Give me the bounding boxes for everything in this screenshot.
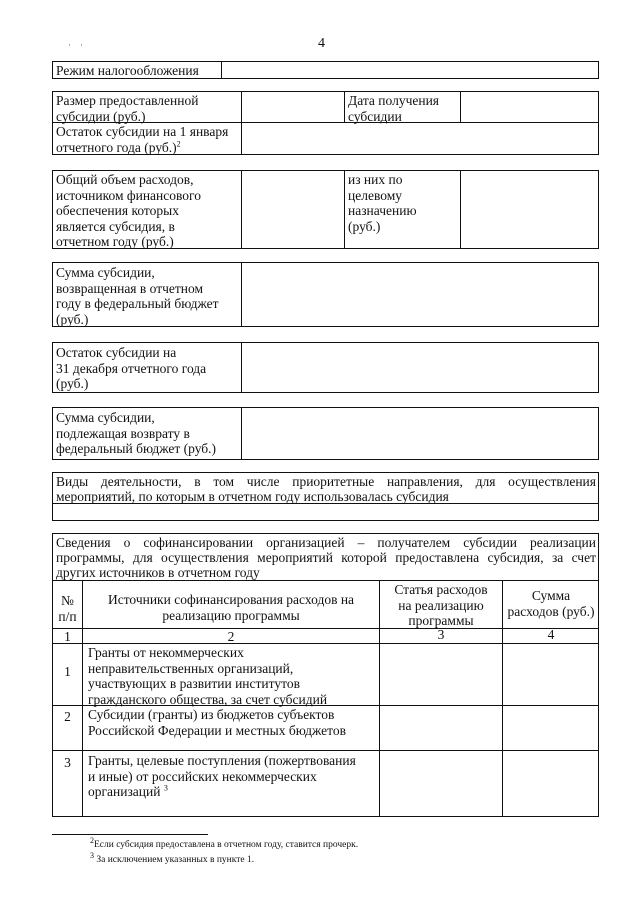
table-row-num: 2: [64, 709, 71, 724]
col-number-2: 2: [227, 629, 235, 644]
to-return-label: Сумма субсидии, подлежащая возврату в федеральный бюджет (руб.): [56, 410, 217, 456]
col-number-4: 4: [547, 627, 555, 642]
table-row-article-cell[interactable]: [380, 751, 501, 816]
targeted-expenses-value[interactable]: [461, 171, 598, 248]
total-expenses-value[interactable]: [242, 171, 343, 248]
subsidy-amount-label: Размер предоставленной субсидии (руб.): [56, 93, 199, 124]
end-balance-label: Остаток субсидии на 31 декабря отчетного года (руб.): [56, 345, 207, 391]
returned-value[interactable]: [242, 263, 598, 326]
table-row-num: 1: [64, 664, 71, 679]
header-sum: Сумма расходов (руб.): [507, 588, 595, 619]
cofinancing-intro-line-2: программы, для осуществления мероприятий которой предоставлена субсидия, за счет: [56, 550, 596, 565]
subsidy-date-value[interactable]: [461, 92, 598, 122]
footnote-3: $^3$ За исключением указанных в пункте 1.: [90, 850, 255, 865]
footnote-2: $^2$Если субсидия предоставлена в отчетном году, ставится прочерк.: [90, 835, 359, 850]
targeted-expenses-label: из них по целевому назначению (руб.): [348, 172, 417, 234]
tax-regime-label: Режим налогообложения: [56, 63, 199, 78]
balance-jan-label: Остаток субсидии на 1 января отчетного года $(руб.)^2$: [56, 124, 229, 155]
page-number: 4: [318, 36, 325, 51]
header-marks: · ·: [68, 40, 83, 50]
returned-label: Сумма субсидии, возвращенная в отчетном году в федеральный бюджет (руб.): [56, 265, 219, 327]
table-row-source: Гранты от некоммерческих неправительственных организаций, участвующих в развитии институтов гражданского общества, за счет субсидий: [88, 645, 328, 707]
table-row-article-cell[interactable]: [380, 706, 501, 749]
table-row-source: Гранты, целевые поступления (пожертвования и иные) от российских некоммерческих организаций $^3$: [88, 753, 356, 799]
col-number-3: 3: [437, 627, 445, 642]
table-row-num: 3: [64, 755, 71, 770]
table-row-sum-cell[interactable]: [503, 644, 598, 704]
table-row-sum-cell[interactable]: [503, 751, 598, 816]
subsidy-date-label: Дата получения субсидии: [348, 93, 440, 124]
footnote-separator: [52, 834, 208, 835]
cofinancing-intro-line-3: других источников в отчетном году: [56, 565, 260, 580]
cofinancing-intro-line-1: Сведения о софинансировании организацией – получателем субсидии реализации: [56, 535, 596, 550]
table-row-sum-cell[interactable]: [503, 706, 598, 749]
activities-line-2: мероприятий, по которым в отчетном году использовалась субсидия: [56, 489, 449, 504]
col-number-1: 1: [64, 629, 71, 644]
activities-value[interactable]: [53, 504, 598, 520]
header-article: Статья расходов на реализацию программы: [394, 582, 488, 628]
activities-line-1: Виды деятельности, в том числе приоритетные направления, для осуществления: [56, 474, 596, 489]
footnote-ref-2: 2: [176, 139, 181, 148]
balance-jan-value[interactable]: [242, 124, 598, 154]
to-return-value[interactable]: [242, 408, 598, 459]
header-source: Источники софинансирования расходов на реализацию программы: [107, 592, 355, 623]
subsidy-amount-value[interactable]: [242, 92, 343, 122]
total-expenses-label: Общий объем расходов, источником финансового обеспечения которых является субсидия, в отчетном году (руб.): [56, 172, 201, 249]
header-num: № п/п: [58, 593, 77, 624]
table-row-article-cell[interactable]: [380, 644, 501, 704]
end-balance-value[interactable]: [242, 343, 598, 392]
footnote-ref-3: 3: [163, 783, 168, 793]
table-row-source: Субсидии (гранты) из бюджетов субъектов Российской Федерации и местных бюджетов: [88, 707, 346, 738]
